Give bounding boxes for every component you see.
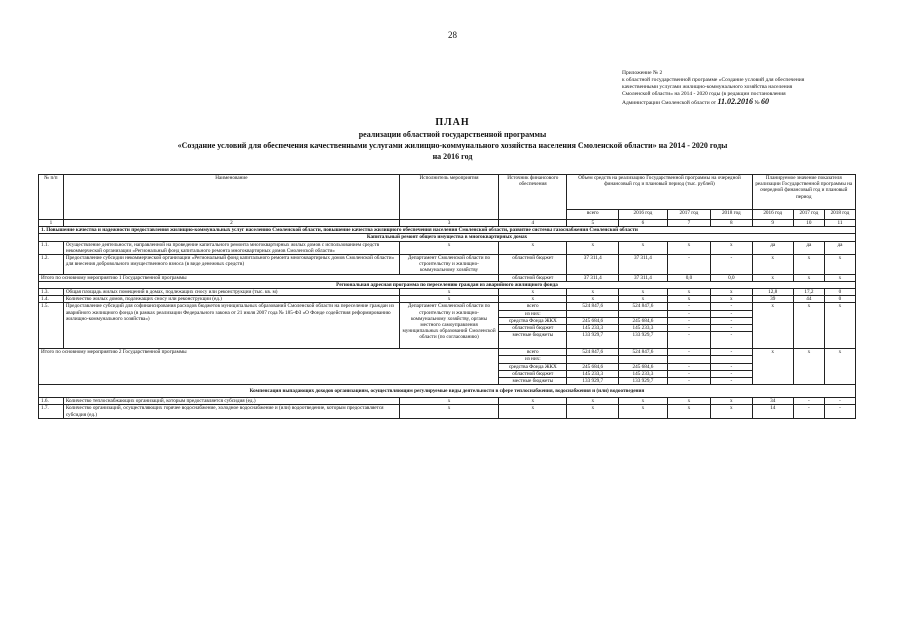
cell-src: всего <box>499 303 567 310</box>
title-line: реализации областной государственной программы <box>358 130 547 139</box>
header-indicators: Планируемое значение показателя реализации Государственной программы на очередной финансовый год и плановый период <box>752 175 855 210</box>
total-row <box>39 274 856 281</box>
cell-i17: 17,2 <box>793 289 824 296</box>
cell-y17: х <box>667 296 710 303</box>
cell-y18 <box>711 356 752 363</box>
cell-num: 1.2. <box>39 255 64 275</box>
header-year: 2016 год <box>619 210 668 220</box>
cell-y17: - <box>667 349 710 356</box>
col-number: 5 <box>567 220 619 227</box>
table-row <box>39 303 856 310</box>
cell-src: из них: <box>499 310 567 317</box>
cell-y17: х <box>667 241 710 254</box>
cell-total: х <box>567 398 619 405</box>
cell-y18: - <box>711 325 752 332</box>
cell-name: Итого по основному мероприятию 1 Государственной программы <box>39 274 499 281</box>
cell-total: 133 929,7 <box>567 378 619 385</box>
title-line: «Создание условий для обеспечения качественными услугами жилищно-коммунального хозяйства населения Смоленской области» на 2014 - 2020 годы <box>177 141 728 150</box>
cell-i16: да <box>752 241 793 254</box>
cell-exec: х <box>399 241 498 254</box>
header-year: 2018 год <box>824 210 855 220</box>
cell-i17: - <box>793 398 824 405</box>
cell-y18: - <box>711 317 752 324</box>
col-number: 1 <box>39 220 64 227</box>
handwritten-date: 11.02.2016 <box>717 97 754 106</box>
cell-y18: - <box>711 255 752 275</box>
cell-name: Итого по основному мероприятию 2 Государственной программы <box>39 349 499 385</box>
header-year: 2017 год <box>667 210 710 220</box>
appendix-line <box>622 98 862 107</box>
cell-y18: х <box>711 296 752 303</box>
cell-src: х <box>499 398 567 405</box>
cell-i18: 0 <box>824 289 855 296</box>
cell-total: 37 311,4 <box>567 255 619 275</box>
cell-total: 145 233,3 <box>567 325 619 332</box>
cell-y17: - <box>667 255 710 275</box>
cell-i16: х <box>752 255 793 275</box>
section-title: Капитальный ремонт общего имущества в многоквартирных домах <box>39 234 856 241</box>
cell-name: Осуществление деятельности, направленной на проведение капитального ремонта многоквартирных жилых домов с использованием средств некоммерческой организации «Региональный фонд капитального ремонта многоквартирных домов Смоленской области» <box>63 241 399 254</box>
cell-src: средства Фонда ЖКХ <box>499 363 567 370</box>
column-number-row <box>39 220 856 227</box>
col-number: 9 <box>752 220 793 227</box>
cell-i17: - <box>793 405 824 418</box>
cell-name: Предоставление субсидии некоммерческой организации «Региональный фонд капитального ремонта многоквартирных домов Смоленской области» для внесения добровольного имущественного взноса (в виде денежных средств) <box>63 255 399 275</box>
cell-i18: - <box>824 398 855 405</box>
cell-y17: х <box>667 289 710 296</box>
cell-src: х <box>499 241 567 254</box>
cell-num: 1.6. <box>39 398 64 405</box>
cell-y18: х <box>711 289 752 296</box>
cell-y16: 245 684,6 <box>619 363 668 370</box>
cell-y17: - <box>667 370 710 377</box>
cell-total: 245 684,6 <box>567 363 619 370</box>
cell-src: х <box>499 405 567 418</box>
cell-i18: да <box>824 241 855 254</box>
cell-y18: - <box>711 349 752 356</box>
header-executor: Исполнитель мероприятия <box>399 175 498 220</box>
cell-y17: - <box>667 363 710 370</box>
appendix-prefix: Администрации Смоленской области от <box>622 100 717 106</box>
section-row <box>39 234 856 241</box>
cell-src: областной бюджет <box>499 370 567 377</box>
section-row <box>39 385 856 398</box>
cell-i17: х <box>793 349 824 385</box>
cell-exec: х <box>399 405 498 418</box>
cell-src: из них: <box>499 356 567 363</box>
cell-y18: 0,0 <box>711 274 752 281</box>
col-number: 7 <box>667 220 710 227</box>
header-name: Наименование <box>63 175 399 220</box>
cell-total <box>567 310 619 317</box>
cell-y18: х <box>711 405 752 418</box>
cell-y16: х <box>619 289 668 296</box>
cell-y18: - <box>711 363 752 370</box>
cell-i17: да <box>793 241 824 254</box>
cell-i17: х <box>793 274 824 281</box>
cell-i16: х <box>752 274 793 281</box>
cell-y17: - <box>667 332 710 349</box>
cell-total: 133 929,7 <box>567 332 619 349</box>
cell-y16: 524 847,6 <box>619 349 668 356</box>
section-row <box>39 281 856 288</box>
cell-y16: 37 311,4 <box>619 274 668 281</box>
appendix-line: Смоленской области» на 2014 - 2020 годы (в редакции постановления <box>622 91 786 97</box>
cell-i17: х <box>793 255 824 275</box>
col-number: 3 <box>399 220 498 227</box>
cell-name: Общая площадь жилых помещений в домах, подлежащих сносу или реконструкции (тыс. кв. м) <box>63 289 399 296</box>
cell-y16: х <box>619 296 668 303</box>
cell-i18: - <box>824 405 855 418</box>
cell-name: Количество организаций, осуществляющих горячее водоснабжение, холодное водоснабжение и (или) водоотведение, которым предоставляется субсидия (ед.) <box>63 405 399 418</box>
title-line: на 2016 год <box>432 152 473 161</box>
cell-y16: х <box>619 241 668 254</box>
appendix-note <box>622 70 862 107</box>
cell-num: 1.1. <box>39 241 64 254</box>
cell-i16: 34 <box>752 398 793 405</box>
cell-y18: х <box>711 241 752 254</box>
cell-y17 <box>667 356 710 363</box>
total-row <box>39 349 856 356</box>
table-row <box>39 255 856 275</box>
cell-y16: 133 929,7 <box>619 378 668 385</box>
cell-i18: х <box>824 255 855 275</box>
col-number: 4 <box>499 220 567 227</box>
cell-y16: х <box>619 405 668 418</box>
appendix-line: к областной государственной программе «Создание условий для обеспечения <box>622 77 805 83</box>
cell-y17: х <box>667 405 710 418</box>
cell-name: Количество теплоснабжающих организаций, которым предоставляется субсидия (ед.) <box>63 398 399 405</box>
cell-num: 1.5. <box>39 303 64 349</box>
cell-y17: 0,0 <box>667 274 710 281</box>
cell-exec: х <box>399 289 498 296</box>
cell-exec: х <box>399 296 498 303</box>
table-row <box>39 398 856 405</box>
header-total: всего <box>567 210 619 220</box>
cell-src: всего <box>499 349 567 356</box>
cell-y17: - <box>667 310 710 317</box>
table-row <box>39 296 856 303</box>
cell-i17: 44 <box>793 296 824 303</box>
cell-i16: 14 <box>752 405 793 418</box>
cell-exec: Департамент Смоленской области по строительству и жилищно-коммунальному хозяйству <box>399 255 498 275</box>
cell-y16: х <box>619 398 668 405</box>
cell-i18: х <box>824 274 855 281</box>
cell-total: 145 233,3 <box>567 370 619 377</box>
cell-src: средства Фонда ЖКХ <box>499 317 567 324</box>
section-title: Компенсация выпадающих доходов организациям, осуществляющим регулируемые виды деятельности в сфере теплоснабжения, водоснабжения и (или) водоотведения <box>39 385 856 398</box>
cell-num: 1.3. <box>39 289 64 296</box>
header-row <box>39 175 856 210</box>
header-year: 2017 год <box>793 210 824 220</box>
cell-i18: х <box>824 349 855 385</box>
title-plan: ПЛАН <box>435 117 470 128</box>
header-year: 2016 год <box>752 210 793 220</box>
cell-y18: - <box>711 310 752 317</box>
cell-total: х <box>567 296 619 303</box>
col-number: 2 <box>63 220 399 227</box>
cell-y16: 145 233,3 <box>619 325 668 332</box>
cell-total: 245 684,6 <box>567 317 619 324</box>
cell-i18: 0 <box>824 296 855 303</box>
header-funds: Объем средств на реализацию Государственной программы на очередной финансовый год и плановый период (тыс. рублей) <box>567 175 752 210</box>
table-row <box>39 241 856 254</box>
cell-src: х <box>499 296 567 303</box>
cell-y16: 524 847,6 <box>619 303 668 310</box>
cell-y18: - <box>711 378 752 385</box>
handwritten-number: 60 <box>761 97 770 106</box>
col-number: 8 <box>711 220 752 227</box>
cell-y17: - <box>667 325 710 332</box>
cell-src: местные бюджеты <box>499 332 567 349</box>
document-title <box>0 116 905 162</box>
header-num: № п/п <box>39 175 64 220</box>
appendix-line: Приложение № 2 <box>622 70 663 76</box>
cell-exec: Департамент Смоленской области по строительству и жилищно-коммунальному хозяйству, органы местного самоуправления муниципальных образований Смоленской области (по согласованию) <box>399 303 498 349</box>
appendix-line: качественными услугами жилищно-коммунального хозяйства населения <box>622 84 793 90</box>
number-sign: № <box>754 100 760 106</box>
cell-total <box>567 356 619 363</box>
cell-y18: - <box>711 332 752 349</box>
cell-total: 37 311,4 <box>567 274 619 281</box>
cell-y16: 245 684,6 <box>619 317 668 324</box>
cell-y17: - <box>667 303 710 310</box>
cell-total: 524 847,6 <box>567 349 619 356</box>
table-row <box>39 289 856 296</box>
cell-y18: - <box>711 370 752 377</box>
cell-y16: 145 233,3 <box>619 370 668 377</box>
cell-name: Предоставление субсидий для софинансирования расходов бюджетов муниципальных образований Смоленской области на переселение граждан из аварийного жилищного фонда (в рамках реализации Федерального закона от 21 июля 2007 года № 185-ФЗ «О Фонде содействия реформированию жилищно-коммунального хозяйства») <box>63 303 399 349</box>
cell-total: 524 847,6 <box>567 303 619 310</box>
cell-src: местные бюджеты <box>499 378 567 385</box>
cell-exec: х <box>399 398 498 405</box>
col-number: 10 <box>793 220 824 227</box>
table-row <box>39 405 856 418</box>
cell-y17: - <box>667 317 710 324</box>
cell-total: х <box>567 405 619 418</box>
cell-name: Количество жилых домов, подлежащих сносу или реконструкции (ед.) <box>63 296 399 303</box>
section-title: Региональная адресная программа по переселению граждан из аварийного жилищного фонда <box>39 281 856 288</box>
cell-num: 1.7. <box>39 405 64 418</box>
header-source: Источник финансового обеспечения <box>499 175 567 220</box>
cell-y17: х <box>667 398 710 405</box>
cell-i16: 39 <box>752 296 793 303</box>
section-row <box>39 227 856 234</box>
header-year: 2018 год <box>711 210 752 220</box>
page-number: 28 <box>448 30 457 40</box>
cell-total: х <box>567 241 619 254</box>
cell-y18: - <box>711 303 752 310</box>
plan-table <box>38 174 856 419</box>
cell-total: х <box>567 289 619 296</box>
cell-src: областной бюджет <box>499 325 567 332</box>
section-title: 1. Повышение качества и надежности предоставления жилищно-коммунальных услуг населению Смоленской области, повышение качества жилищного обеспечения населения Смоленской области, развитие системы газоснабжения Смоленской области <box>39 227 856 234</box>
cell-i16: х <box>752 349 793 385</box>
col-number: 11 <box>824 220 855 227</box>
col-number: 6 <box>619 220 668 227</box>
cell-src: областной бюджет <box>499 255 567 275</box>
cell-src: х <box>499 289 567 296</box>
cell-y17: - <box>667 378 710 385</box>
cell-i16: х <box>752 303 793 349</box>
cell-i18: х <box>824 303 855 349</box>
cell-src: областной бюджет <box>499 274 567 281</box>
cell-y16 <box>619 356 668 363</box>
cell-y18: х <box>711 398 752 405</box>
cell-y16: 37 311,4 <box>619 255 668 275</box>
cell-y16 <box>619 310 668 317</box>
cell-y16: 133 929,7 <box>619 332 668 349</box>
cell-i16: 12,8 <box>752 289 793 296</box>
cell-i17: х <box>793 303 824 349</box>
cell-num: 1.4. <box>39 296 64 303</box>
